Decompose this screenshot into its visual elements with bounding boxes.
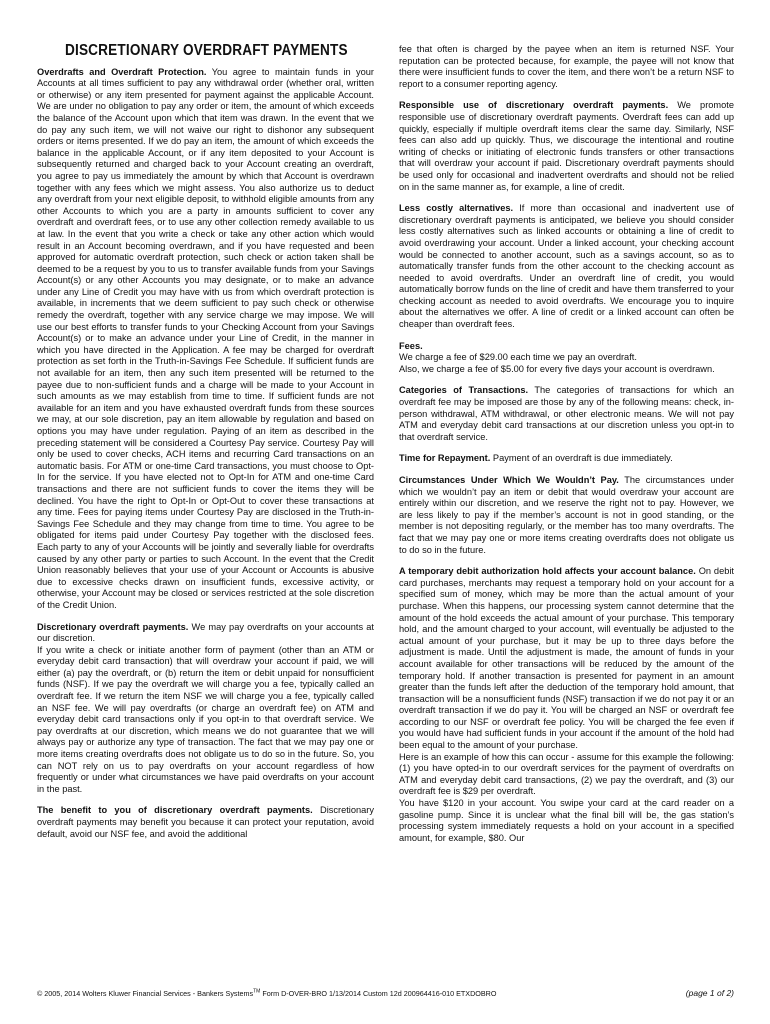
page-footer (37, 989, 734, 998)
paragraph-heading: Overdrafts and Overdraft Protection. (37, 66, 207, 77)
paragraph-heading: The benefit to you of discretionary overdraft payments. (37, 805, 313, 816)
overdraft-protection-paragraph: Overdrafts and Overdraft Protection. You agree to maintain funds in your Accounts at all times sufficient to pay any withdrawal order (whether oral, written or otherwise) or any item presented for payment against the applicable Account. We are under no obligation to pay any order or item, the amount of which exceeds the balance of the Account upon which that item was drawn. In the event that we do pay any such item, we will not waive our right to dishonor any subsequent orders or items presented. If we do pay an item, the amount of which exceeds the balance in the applicable Account, or if any item deposited to your Account is subsequently returned and charged back to your Account creating an overdraft, you agree to pay us immediately the amount by which that Account is overdrawn together with any fees which we might assess. You also authorize us to deduct any overdraft from your next eligible deposit, to withhold eligible amounts from any other Accounts to which you are a party in amounts sufficient to cover any overdraft and overdraft fees, or to use any other collection remedy available to us at law. In the event that you write a check or take any other action which would result in an Account becoming overdrawn, and if you have requested and been approved for automatic overdraft protection, such check or action taken shall be deemed to be a request by you to us to transfer available funds from your Savings Account(s) or any other Accounts you may designate, or to make an advance under any Line of Credit you may have with us from which overdraft protection is available, in increments that we deem sufficient to pay such check or otherwise remedy the overdraft, together with any service charge we may impose. We will use our best efforts to transfer funds to your Checking Account from your Savings Account(s) or to make an advance under your Line of Credit, in the manner in which you have directed in the Application. A fee may be charged for overdraft protection as set forth in the Truth-in-Savings Fee Schedule. If sufficient funds are not available for an item, then any such item presented will be returned to the payee due to non-sufficient funds and a charge will be made to your Account in such amounts as we may establish from time to time. If sufficient funds are not available for an item and you have exhausted overdraft funds from these sources we may, at our sole discretion, pay an item allowable by regulation and based on options you may have under regulation. Paying of an item as described in the preceding statement will be considered a Courtesy Pay service. Courtesy Pay will only be used to cover checks, ACH items and recurring Card transactions on an automatic basis. For ATM or one-time Card transactions, you must choose to Opt-In for the service. If you have elected not to Opt-In for ATM and one-time Card transactions and there are not sufficient funds to cover the items they will be declined. You have the right to Opt-In or Opt-Out to cover these transactions at any time. Fees for paying items under Courtesy Pay are disclosed in the Truth-in-Savings Fee Schedule and they may change from time to time. You agree to be obligated for items paid under Courtesy Pay together with the disclosed fees. Each party to any of your Accounts will be jointly and severally liable for overdrafts caused by any other party or parties to such Account. In the event that the Credit Union reasonably believes that your use of your Account or Accounts is abusive due to excessive checks drawn on insufficient funds, excessive activity, or otherwise, your Account may be closed or services restricted at the sole discretion of the Credit Union. (37, 66, 375, 610)
paragraph-heading: Fees. (399, 340, 423, 351)
trademark-mark: TM (253, 988, 261, 995)
alternatives-paragraph: Less costly alternatives. If more than occasional and inadvertent use of discretionary overdraft payments is anticipated, we believe you should consider less costly alternatives such as linked accounts or obtaining a line of credit to avoid overdrawing your account. Under a linked account, your checking account would be connected to another account, such as a savings account, so as to automatically transfer funds from the other account to the checking account as needed to avoid overdrafts. Under an overdraft line of credit, you would automatically borrow funds on the line of credit and have them transferred to your checking account as needed to avoid overdrafts. We encourage you to inquire about the alternatives we offer. A line of credit or a linked account can often be cheaper than overdraft fees. (399, 203, 734, 330)
responsible-use-paragraph: Responsible use of discretionary overdraft payments. We promote responsible use of discretionary overdraft payments. Overdraft fees can add up quickly, especially if multiple overdraft items clear the same day. Similarly, NSF fees can also add up quickly. Thus, we discourage the intentional and routine writing of checks or initiating of electronic funds transfers or other transactions that will overdraw your account if paid. Discretionary overdraft payments should be used only for occasional and inadvertent overdrafts and should not be relied on in the same manner as, for example, a line of credit. (399, 100, 734, 192)
fees-section (399, 341, 734, 376)
example-paragraph: Here is an example of how this can occur - assume for this example the following: (1) you have opted-in to our overdraft services for the payment of overdrafts on ATM and everyday debit card transactions, (2) we pay the overdraft, and (3) our overdraft fee is $29 per overdraft. (399, 751, 734, 797)
paragraph-heading: A temporary debit authorization hold affects your account balance. (399, 566, 696, 577)
paragraph-heading: Circumstances Under Which We Wouldn’t Pay. (399, 475, 619, 485)
repayment-paragraph: Time for Repayment. Payment of an overdraft is due immediately. (399, 453, 673, 464)
page-number: (page 1 of 2) (685, 988, 734, 998)
discretionary-detail-paragraph: If you write a check or initiate another form of payment (other than an ATM or everyday debit card transaction) that will overdraw your account if paid, we will either (a) pay the overdraft, or (b) return the item or debit unpaid for nonsufficient funds (NSF). If we pay the overdraft we will charge you a fee, typically called an overdraft fee. If we return the item NSF we will charge you a fee, typically called an NSF fee. We will pay overdrafts (or charge an overdraft fee) on ATM and everyday debit card transactions only if you opt-in to that overdraft service. We pay overdrafts at our discretion, which means we do not guarantee that we will always pay or authorize any type of transaction. The fact that we may pay one or more items creating overdrafts does not obligate us to do so in the future. So, you can NOT rely on us to pay overdrafts on your account regardless of how frequently or under what circumstances we have paid overdrafts on your account in the past. (37, 644, 374, 794)
document-title: DISCRETIONARY OVERDRAFT PAYMENTS (65, 42, 348, 59)
right-column (399, 44, 734, 844)
paragraph-heading: Less costly alternatives. (399, 203, 514, 214)
circumstances-paragraph: Circumstances Under Which We Wouldn’t Pay. The circumstances under which we wouldn’t pay an item or debit that would overdraw your account are entirely within our discretion, and we reserve the right not to pay. However, we are less likely to pay if the member’s account is not in good standing, or the member is not depositing regularly, or the member has too many overdrafts. The fact that we may pay one or more items creating overdrafts does not obligate us to do so in the future. (399, 475, 734, 555)
hold-paragraph: A temporary debit authorization hold affects your account balance. On debit card purchases, merchants may request a temporary hold on your account for a specified sum of money, which may be more than the actual amount of your purchase. When this happens, our processing system cannot determine that the amount of the hold exceeds the actual amount of your purchase. This temporary hold, and the amount charged to your account, will eventually be adjusted to the actual amount of your purchase, but it may be up to three days before the adjustment is made. Until the adjustment is made, the amount of funds in your account available for other transactions will be reduced by the amount of the temporary hold. If another transaction is presented for payment in an amount greater than the funds left after the deduction of the temporary hold amount, that transaction will be a nonsufficient funds (NSF) transaction if we do not pay it or an overdraft transaction if we do pay it. You will be charged an NSF or overdraft fee according to our NSF or overdraft fee policy. You will be charged the fee even if you would have had sufficient funds in your account if the amount of the hold had been equal to the amount of your purchase. (399, 566, 734, 751)
discretionary-paragraph: Discretionary overdraft payments. We may pay overdrafts on your accounts at our discretion. (37, 621, 374, 644)
categories-paragraph: Categories of Transactions. The categories of transactions for which an overdraft fee may be imposed are those by any of the following means: check, in-person withdrawal, ATM withdrawal, or other electronic means. We will not pay ATM and everyday debit card transactions at our discretion unless you opt-in to that overdraft service. (399, 385, 734, 442)
example-detail-paragraph: You have $120 in your account. You swipe your card at the card reader on a gasoline pump. Since it is unclear what the final bill will be, the gas station’s processing system immediately requests a hold on your account in a specified amount, for example, $80. Our (399, 798, 734, 843)
benefit-paragraph: The benefit to you of discretionary overdraft payments. Discretionary overdraft payments may benefit you because it can protect your reputation, avoid default, avoid our NSF fee, and avoid the additional (37, 805, 374, 839)
overdraft-fee-line: We charge a fee of $29.00 each time we pay an overdraft. (399, 352, 637, 363)
form-info: © 2005, 2014 Wolters Kluwer Financial Services - Bankers Systems™ Form D-OVER-BRO 1/13/2014 Custom 12d 200964416-010 ETXDOBRO (37, 988, 497, 998)
paragraph-heading: Time for Repayment. (399, 453, 491, 464)
paragraph-heading: Responsible use of discretionary overdraft payments. (399, 100, 669, 111)
daily-fee-line: Also, we charge a fee of $5.00 for every five days your account is overdrawn. (399, 363, 715, 374)
paragraph-heading: Discretionary overdraft payments. (37, 621, 189, 632)
paragraph-heading: Categories of Transactions. (399, 385, 529, 396)
left-column (37, 44, 374, 850)
continuation-paragraph: fee that often is charged by the payee when an item is returned NSF. Your reputation can be protected because, for example, the payee will not know that there were insufficient funds to cover the item, and there won’t be a return NSF to report to a consumer reporting agency. (399, 44, 734, 89)
